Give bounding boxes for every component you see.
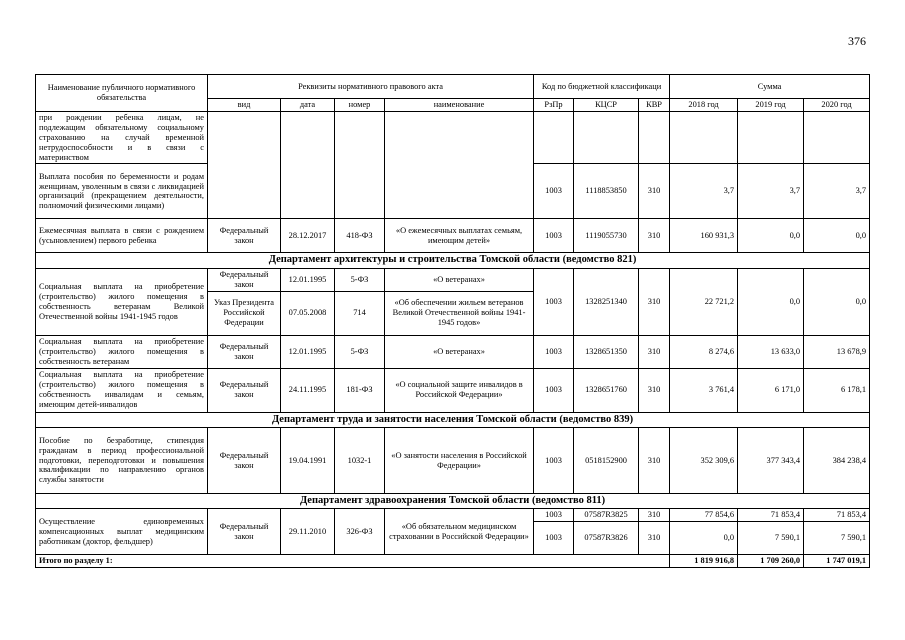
department-row [36, 412, 870, 427]
department-heading: Департамент здравоохранения Томской области (ведомство 811) [36, 494, 870, 509]
rzpr-cell: 1003 [534, 509, 574, 522]
empty-cell [335, 111, 385, 219]
header-number: номер [335, 99, 385, 112]
obligation-name: Выплата пособия по беременности и родам женщинам, уволенным в связи с ликвидацией организаций (прекращением деятельности, полномочий физическими лицами) [36, 164, 208, 219]
rzpr-cell: 1003 [534, 164, 574, 219]
department-row [36, 253, 870, 268]
sum-2020-cell: 7 590,1 [804, 522, 870, 555]
total-2020: 1 747 019,1 [804, 555, 870, 568]
header-2018: 2018 год [670, 99, 738, 112]
kcsr-cell: 07587R3826 [574, 522, 639, 555]
kcsr-cell: 1328651350 [574, 335, 639, 368]
act-number-cell: 5-ФЗ [335, 335, 385, 368]
table-row [36, 509, 870, 522]
header-budget-code: Код по бюджетной классификаци [534, 75, 670, 99]
sum-2018-cell: 77 854,6 [670, 509, 738, 522]
kvr-cell: 310 [639, 428, 670, 494]
obligation-name: Социальная выплата на приобретение (строительство) жилого помещения в собственность инвалидам и семьям, имеющим детей-инвалидов [36, 368, 208, 412]
rzpr-cell: 1003 [534, 368, 574, 412]
sum-2019-cell: 71 853,4 [738, 509, 804, 522]
rzpr-cell: 1003 [534, 522, 574, 555]
sum-2018-cell: 3,7 [670, 164, 738, 219]
act-date-cell: 12.01.1995 [281, 335, 335, 368]
total-row [36, 555, 870, 568]
total-2019: 1 709 260,0 [738, 555, 804, 568]
header-date: дата [281, 99, 335, 112]
header-kcsr: КЦСР [574, 99, 639, 112]
table-row [36, 428, 870, 494]
kcsr-cell: 0518152900 [574, 428, 639, 494]
empty-cell [639, 111, 670, 164]
act-number-cell: 714 [335, 291, 385, 335]
kvr-cell: 310 [639, 368, 670, 412]
act-date-cell: 28.12.2017 [281, 219, 335, 253]
act-title-cell: «Об обеспечении жильем ветеранов Великой Отечественной войны 1941-1945 годов» [385, 291, 534, 335]
act-number-cell: 181-ФЗ [335, 368, 385, 412]
act-type-cell: Федеральный закон [208, 428, 281, 494]
rzpr-cell: 1003 [534, 428, 574, 494]
table-row [36, 219, 870, 253]
obligation-name: Пособие по безработице, стипендия гражданам в период профессиональной подготовки, переподготовки и повышения квалификации по направлению органов службы занятости [36, 428, 208, 494]
act-date-cell: 29.11.2010 [281, 509, 335, 555]
kcsr-cell: 1328251340 [574, 268, 639, 335]
act-date-cell: 12.01.1995 [281, 268, 335, 291]
table-row [36, 111, 870, 164]
department-row [36, 494, 870, 509]
sum-2019-cell: 377 343,4 [738, 428, 804, 494]
kvr-cell: 310 [639, 219, 670, 253]
sum-2018-cell: 160 931,3 [670, 219, 738, 253]
sum-2019-cell: 7 590,1 [738, 522, 804, 555]
act-number-cell: 326-ФЗ [335, 509, 385, 555]
header-requisites: Реквизиты нормативного правового акта [208, 75, 534, 99]
kvr-cell: 310 [639, 509, 670, 522]
table-row [36, 268, 870, 291]
rzpr-cell: 1003 [534, 268, 574, 335]
table-row [36, 368, 870, 412]
act-date-cell: 19.04.1991 [281, 428, 335, 494]
sum-2019-cell: 0,0 [738, 268, 804, 335]
sum-2020-cell: 384 238,4 [804, 428, 870, 494]
act-date-cell: 24.11.1995 [281, 368, 335, 412]
header-sum: Сумма [670, 75, 870, 99]
sum-2018-cell: 352 309,6 [670, 428, 738, 494]
act-type-cell: Указ Президента Российской Федерации [208, 291, 281, 335]
kcsr-cell: 1119055730 [574, 219, 639, 253]
empty-cell [208, 111, 281, 219]
act-number-cell: 5-ФЗ [335, 268, 385, 291]
header-2019: 2019 год [738, 99, 804, 112]
empty-cell [738, 111, 804, 164]
sum-2019-cell: 13 633,0 [738, 335, 804, 368]
sum-2020-cell: 13 678,9 [804, 335, 870, 368]
kcsr-cell: 1328651760 [574, 368, 639, 412]
header-title: наименование [385, 99, 534, 112]
kcsr-cell: 07587R3825 [574, 509, 639, 522]
empty-cell [385, 111, 534, 219]
sum-2020-cell: 3,7 [804, 164, 870, 219]
sum-2020-cell: 0,0 [804, 219, 870, 253]
empty-cell [670, 111, 738, 164]
page-number: 376 [848, 34, 866, 48]
act-title-cell: «Об обязательном медицинском страховании в Российской Федерации» [385, 509, 534, 555]
act-title-cell: «О социальной защите инвалидов в Российской Федерации» [385, 368, 534, 412]
sum-2018-cell: 8 274,6 [670, 335, 738, 368]
sum-2018-cell: 0,0 [670, 522, 738, 555]
sum-2018-cell: 3 761,4 [670, 368, 738, 412]
kcsr-cell: 1118853850 [574, 164, 639, 219]
empty-cell [804, 111, 870, 164]
empty-cell [574, 111, 639, 164]
sum-2019-cell: 0,0 [738, 219, 804, 253]
obligation-name: при рождении ребенка лицам, не подлежащим обязательному социальному страхованию на случай временной нетрудоспособности и в связи с материнством [36, 111, 208, 164]
act-type-cell: Федеральный закон [208, 335, 281, 368]
act-type-cell: Федеральный закон [208, 268, 281, 291]
act-type-cell: Федеральный закон [208, 219, 281, 253]
header-row [36, 75, 870, 99]
total-label: Итого по разделу 1: [36, 555, 670, 568]
sum-2019-cell: 6 171,0 [738, 368, 804, 412]
empty-cell [534, 111, 574, 164]
empty-cell [281, 111, 335, 219]
obligations-table [35, 74, 870, 568]
kvr-cell: 310 [639, 164, 670, 219]
act-title-cell: «О занятости населения в Российской Федерации» [385, 428, 534, 494]
rzpr-cell: 1003 [534, 335, 574, 368]
header-vid: вид [208, 99, 281, 112]
header-name: Наименование публичного нормативного обязательства [36, 75, 208, 112]
act-number-cell: 1032-1 [335, 428, 385, 494]
header-rzpr: РзПр [534, 99, 574, 112]
kvr-cell: 310 [639, 522, 670, 555]
act-type-cell: Федеральный закон [208, 368, 281, 412]
act-type-cell: Федеральный закон [208, 509, 281, 555]
department-heading: Департамент архитектуры и строительства Томской области (ведомство 821) [36, 253, 870, 268]
act-title-cell: «О ежемесячных выплатах семьям, имеющим детей» [385, 219, 534, 253]
obligation-name: Социальная выплата на приобретение (строительство) жилого помещения в собственность ветеранам Великой Отечественной войны 1941-1945 годов [36, 268, 208, 335]
act-date-cell: 07.05.2008 [281, 291, 335, 335]
total-2018: 1 819 916,8 [670, 555, 738, 568]
obligation-name: Ежемесячная выплата в связи с рождением (усыновлением) первого ребенка [36, 219, 208, 253]
sum-2018-cell: 22 721,2 [670, 268, 738, 335]
header-2020: 2020 год [804, 99, 870, 112]
rzpr-cell: 1003 [534, 219, 574, 253]
act-title-cell: «О ветеранах» [385, 335, 534, 368]
obligation-name: Осуществление единовременных компенсационных выплат медицинским работникам (доктор, фельдшер) [36, 509, 208, 555]
department-heading: Департамент труда и занятости населения Томской области (ведомство 839) [36, 412, 870, 427]
sum-2020-cell: 71 853,4 [804, 509, 870, 522]
table-row [36, 335, 870, 368]
kvr-cell: 310 [639, 335, 670, 368]
sum-2020-cell: 6 178,1 [804, 368, 870, 412]
sum-2019-cell: 3,7 [738, 164, 804, 219]
sum-2020-cell: 0,0 [804, 268, 870, 335]
act-title-cell: «О ветеранах» [385, 268, 534, 291]
header-kvr: КВР [639, 99, 670, 112]
act-number-cell: 418-ФЗ [335, 219, 385, 253]
kvr-cell: 310 [639, 268, 670, 335]
obligation-name: Социальная выплата на приобретение (строительство) жилого помещения в собственность ветеранам [36, 335, 208, 368]
